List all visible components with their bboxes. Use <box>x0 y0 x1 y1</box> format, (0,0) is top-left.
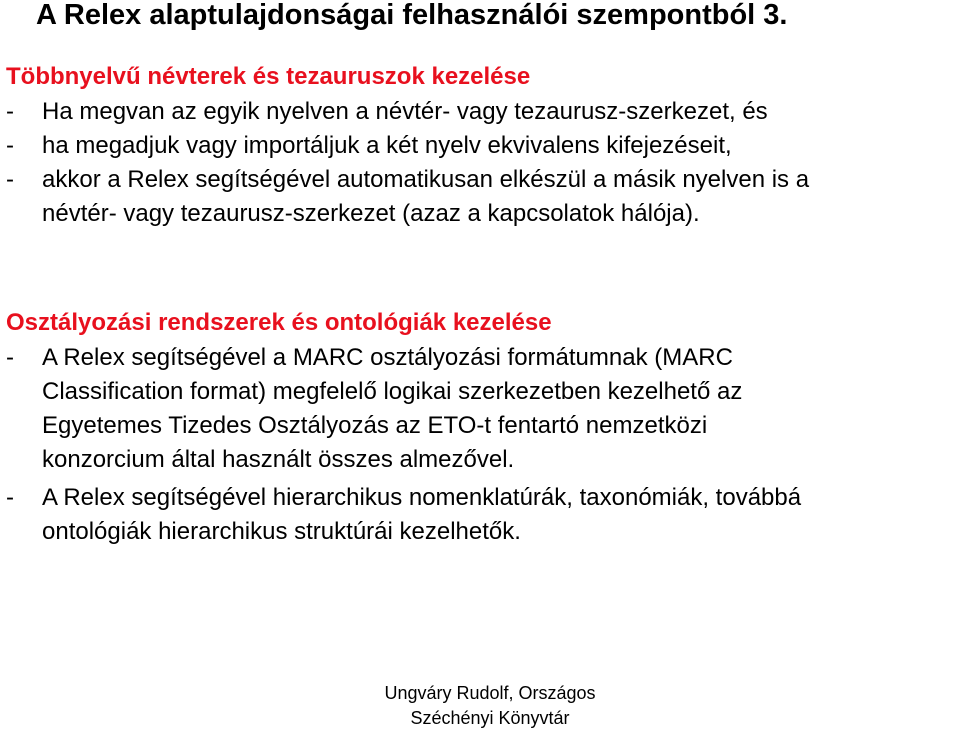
footer-author <box>340 681 640 731</box>
footer-line: Ungváry Rudolf, Országos <box>384 683 596 703</box>
list-item-text: A Relex segítségével hierarchikus nomenklatúrák, taxonómiák, továbbá <box>42 484 802 511</box>
list-item-text: Ha megvan az egyik nyelven a névtér- vagy tezaurusz-szerkezet, és <box>42 98 768 125</box>
list-item-text: ha megadjuk vagy importáljuk a két nyelv ekvivalens kifejezéseit, <box>42 132 732 159</box>
dash-bullet: - <box>6 98 14 125</box>
bullet-list <box>0 341 960 549</box>
list-item-text: névtér- vagy tezaurusz-szerkezet (azaz a kapcsolatok hálója). <box>42 200 700 227</box>
list-item <box>0 163 960 231</box>
footer-line: Széchényi Könyvtár <box>410 708 570 728</box>
list-item-text: ontológiák hierarchikus struktúrái kezelhetők. <box>42 518 521 545</box>
section-multilingual-thesauri <box>0 62 960 231</box>
slide-title: A Relex alaptulajdonságai felhasználói szempontból 3. <box>36 0 788 31</box>
list-item-text: akkor a Relex segítségével automatikusan elkészül a másik nyelven is a <box>42 166 810 193</box>
list-item-text: konzorcium által használt összes almezővel. <box>42 446 515 473</box>
list-item <box>0 341 960 477</box>
section-heading: Többnyelvű névterek és tezauruszok kezelése <box>6 63 531 90</box>
list-item <box>0 129 960 163</box>
dash-bullet: - <box>6 344 14 371</box>
section-classification-ontologies <box>0 308 960 549</box>
bullet-list <box>0 95 960 231</box>
list-item-text: A Relex segítségével a MARC osztályozási formátumnak (MARC <box>42 344 733 371</box>
section-heading: Osztályozási rendszerek és ontológiák kezelése <box>6 309 552 336</box>
dash-bullet: - <box>6 484 14 511</box>
dash-bullet: - <box>6 132 14 159</box>
dash-bullet: - <box>6 166 14 193</box>
list-item-text: Classification format) megfelelő logikai szerkezetben kezelhető az <box>42 378 743 405</box>
list-item-text: Egyetemes Tizedes Osztályozás az ETO-t fentartó nemzetközi <box>42 412 708 439</box>
list-item <box>0 481 960 549</box>
list-item <box>0 95 960 129</box>
